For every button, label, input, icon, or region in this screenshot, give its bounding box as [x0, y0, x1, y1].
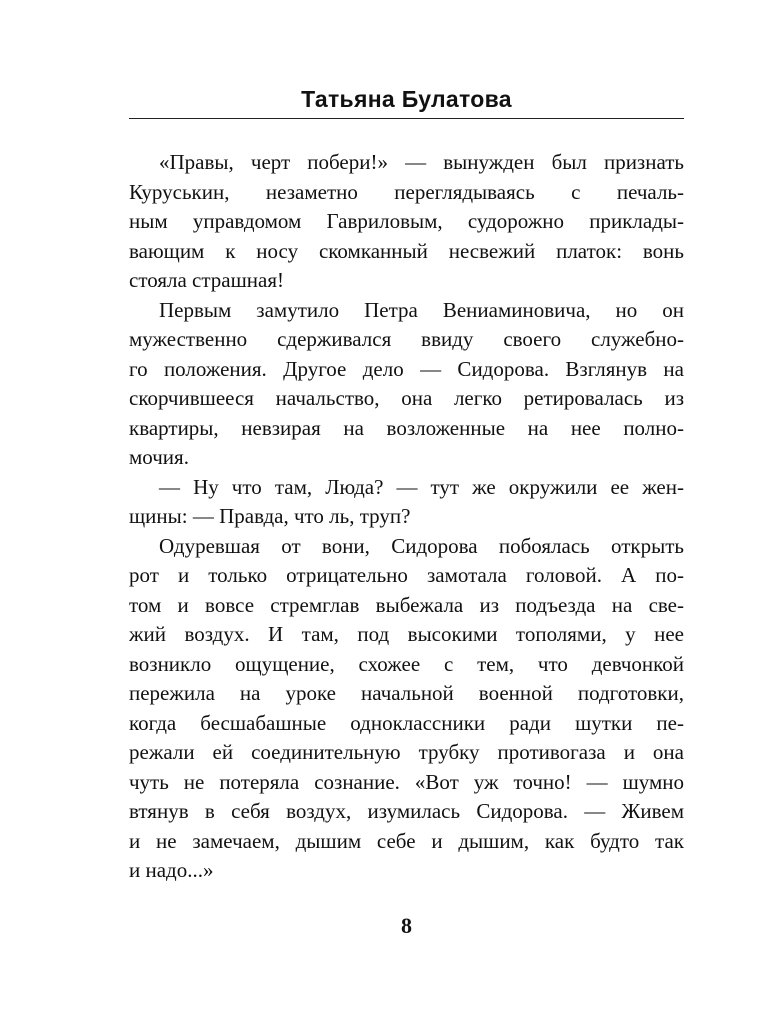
- text-line: когда бесшабашные одноклассники ради шутки пе-: [129, 710, 684, 735]
- text-line: том и вовсе стремглав выбежала из подъезда на све-: [129, 592, 684, 617]
- text-line: возникло ощущение, схожее с тем, что девчонкой: [129, 651, 684, 676]
- header-divider: [129, 118, 684, 119]
- text-line: мочия.: [129, 445, 189, 469]
- paragraph-1: [129, 148, 684, 296]
- text-line: Куруськин, незаметно переглядываясь с печаль-: [129, 179, 684, 204]
- text-line: Одуревшая от вони, Сидорова побоялась открыть: [159, 533, 684, 558]
- text-line: и надо...»: [129, 858, 214, 882]
- text-line: го положения. Другое дело — Сидорова. Взглянув на: [129, 356, 684, 381]
- text-line: щины: — Правда, что ль, труп?: [129, 504, 411, 528]
- text-line: чуть не потеряла сознание. «Вот уж точно! — шумно: [129, 769, 684, 794]
- text-line: втянув в себя воздух, изумилась Сидорова. — Живем: [129, 799, 684, 823]
- running-header: [129, 80, 684, 120]
- text-line: «Правы, черт побери!» — вынужден был признать: [159, 150, 684, 174]
- paragraph-2: [129, 296, 684, 473]
- text-line: — Ну что там, Люда? — тут же окружили ее жен-: [159, 474, 684, 499]
- header-author-title: Татьяна Булатова: [301, 86, 512, 112]
- text-line: жий воздух. И там, под высокими тополями, у нее: [129, 622, 684, 646]
- text-line: мужественно сдерживался ввиду своего служебно-: [129, 327, 684, 351]
- page-number: 8: [401, 913, 412, 938]
- text-line: ным управдомом Гавриловым, судорожно приклады-: [129, 209, 684, 233]
- text-line: вающим к носу скомканный несвежий платок: вонь: [129, 238, 684, 263]
- paragraph-4: [129, 532, 684, 886]
- text-line: режали ей соединительную трубку противогаза и она: [129, 740, 684, 764]
- paragraph-3: [129, 473, 684, 532]
- text-line: скорчившееся начальство, она легко ретировалась из: [129, 386, 684, 410]
- text-line: рот и только отрицательно замотала головой. А по-: [129, 563, 684, 587]
- text-line: стояла страшная!: [129, 268, 284, 292]
- text-line: пережила на уроке начальной военной подготовки,: [129, 681, 684, 705]
- text-line: Первым замутило Петра Вениаминовича, но он: [159, 297, 684, 322]
- text-line: квартиры, невзирая на возложенные на нее полно-: [129, 415, 684, 440]
- text-line: и не замечаем, дышим себе и дышим, как будто так: [129, 828, 684, 853]
- page-body-text: [129, 148, 684, 886]
